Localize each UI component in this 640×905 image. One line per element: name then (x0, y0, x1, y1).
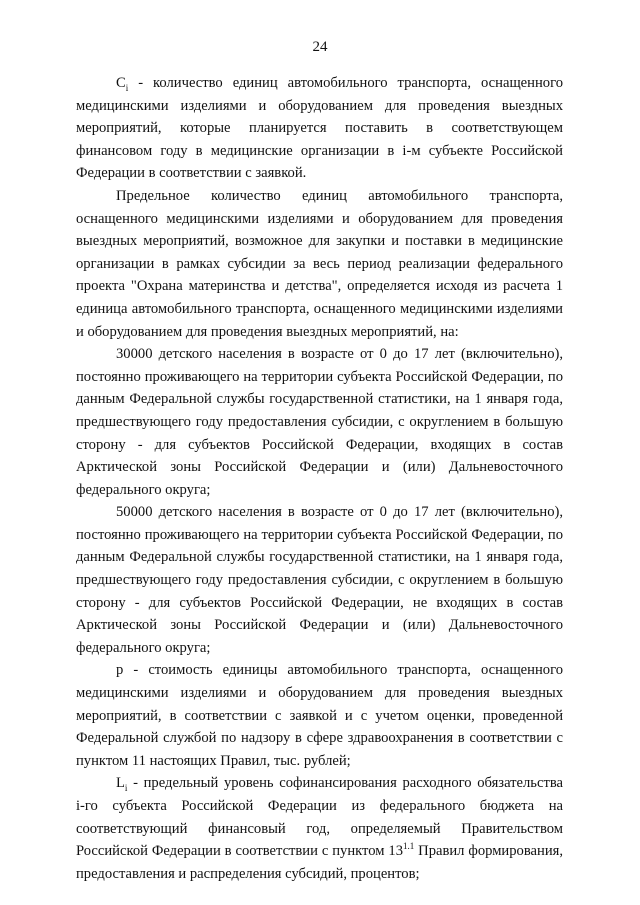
paragraph-text: Предельное количество единиц автомобильного транспорта, оснащенного медицинскими изделиями и оборудованием для проведения выездных мероприятий, возможное для закупки и поставки в медицинские организации в рамках субсидии за весь период реализации федерального проекта "Охрана материнства и детства", определяется исходя из расчета 1 единица автомобильного транспорта, оснащенного медицинскими изделиями и оборудованием для проведения выездных мероприятий, на: (76, 187, 563, 340)
paragraph-li-definition (76, 772, 563, 885)
paragraph-ci-definition (76, 72, 563, 185)
document-body (76, 72, 563, 885)
paragraph-text: - количество единиц автомобильного транспорта, оснащенного медицинскими изделиями и оборудованием для проведения выездных мероприятий, которые планируется поставить в соответствующем финансовом году в медицинские организации в i-м субъекте Российской Федерации в соответствии с заявкой. (76, 75, 563, 182)
clause-superscript: 1.1 (403, 841, 415, 852)
paragraph-text: - предельный уровень софинансирования расходного обязательства i-го субъекта Российской Федерации из федерального бюджета на соответствующий финансовый год, определяемый Правительством Российской Федерации в соответствии с пунктом 13 (76, 775, 563, 860)
paragraph-text: 30000 детского населения в возрасте от 0 до 17 лет (включительно), постоянно проживающего на территории субъекта Российской Федерации, по данным Федеральной службы государственной статистики, на 1 января года, предшествующего году предоставления субсидии, с округлением в большую сторону - для субъектов Российской Федерации, входящих в состав Арктической зоны Российской Федерации и (или) Дальневосточного федерального округа; (76, 346, 563, 498)
paragraph-p-definition (76, 659, 563, 772)
variable-l: L (116, 775, 125, 792)
paragraph-text-tail: Правил формирования, предоставления и распределения субсидий, процентов; (76, 843, 563, 882)
paragraph-max-units (76, 185, 563, 343)
variable-c: C (116, 75, 126, 91)
paragraph-non-arctic-rule (76, 501, 563, 659)
variable-c-subscript: i (125, 82, 129, 93)
page-number: 24 (312, 39, 328, 55)
variable-l-subscript: i (124, 783, 128, 794)
paragraph-arctic-rule (76, 343, 563, 501)
paragraph-text: 50000 детского населения в возрасте от 0 до 17 лет (включительно), постоянно проживающего на территории субъекта Российской Федерации, по данным Федеральной службы государственной статистики, на 1 января года, предшествующего году предоставления субсидии, с округлением в большую сторону - для субъектов Российской Федерации, не входящих в состав Арктической зоны Российской Федерации и (или) Дальневосточного федерального округа; (76, 504, 563, 656)
paragraph-text: p - стоимость единицы автомобильного транспорта, оснащенного медицинскими изделиями и оборудованием для проведения выездных мероприятий, в соответствии с заявкой и с учетом оценки, проведенной Федеральной службой по надзору в сфере здравоохранения в соответствии с пунктом 11 настоящих Правил, тыс. рублей; (76, 662, 563, 769)
